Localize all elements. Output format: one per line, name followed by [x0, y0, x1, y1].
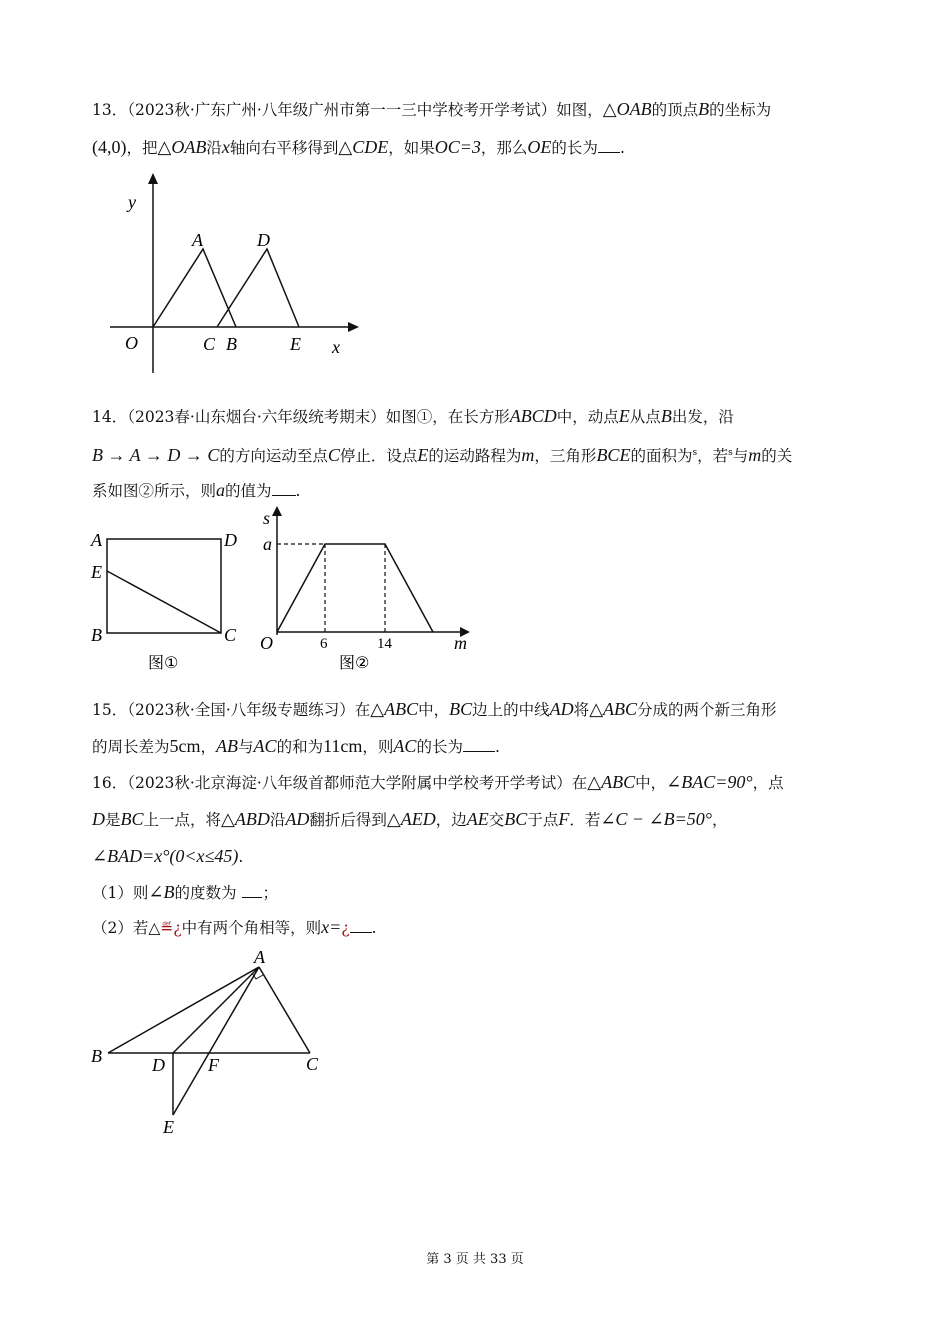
label-d: D: [224, 530, 237, 550]
page-footer: 第 3 页 共 33 页: [426, 1252, 524, 1267]
rectangle-abcd: [107, 539, 221, 633]
segment-ac: [259, 967, 310, 1053]
label-d: D: [152, 1055, 165, 1075]
label-a: A: [192, 230, 203, 250]
q14-figure-1: [88, 525, 248, 675]
label-a: A: [254, 947, 265, 967]
q16-sub1: （1）则∠B的度数为 ；: [92, 882, 278, 902]
caption-fig1: 图①: [148, 653, 179, 672]
q14-line2: B → A → D → C的方向运动至点C停止．设点E的运动路程为m，三角形BCE的面积为$^s$，若$^s$与m的关: [92, 445, 793, 466]
label-x: x: [332, 337, 340, 357]
label-m: m: [454, 633, 467, 653]
q13-figure: [110, 178, 370, 378]
q14-line3: 系如图②所示，则a的值为 .: [92, 480, 301, 500]
label-a: a: [263, 534, 272, 554]
label-a: A: [91, 530, 102, 550]
q13-line2: (4,0)，把△OAB沿x轴向右平移得到△CDE，如果OC=3，那么OE的长为 .: [92, 137, 625, 157]
triangle-oab: [153, 249, 236, 327]
q16-figure: [88, 945, 338, 1145]
label-f: F: [208, 1055, 219, 1075]
q14-figure-2: [255, 510, 475, 675]
answer-blank[interactable]: [272, 481, 296, 496]
y-axis-arrow: [148, 173, 158, 184]
q16-sub2: （2）若△≝¿中有两个角相等，则x=¿ .: [92, 917, 377, 937]
right-angle-mark: [252, 973, 263, 979]
graph-line: [277, 544, 433, 632]
answer-blank[interactable]: [350, 918, 372, 933]
q16-line2: D是BC上一点，将△ABD沿AD翻折后得到△AED，边AE交BC于点F．若∠C − ∠B=50°，: [92, 809, 728, 829]
q15-line1: 15．（2023秋·全国·八年级专题练习）在△ABC中，BC边上的中线AD将△ABC分成的两个新三角形: [92, 699, 777, 719]
label-b: B: [91, 1046, 102, 1066]
tick-6: 6: [320, 636, 328, 652]
label-e: E: [290, 334, 301, 354]
label-c: C: [306, 1054, 319, 1074]
answer-blank[interactable]: [598, 138, 620, 153]
label-o: O: [260, 633, 273, 653]
label-b: B: [91, 625, 102, 645]
label-d: D: [257, 230, 270, 250]
label-c: C: [203, 334, 216, 354]
label-e: E: [91, 562, 102, 582]
q16-line3: ∠BAD=x°(0<x≤45).: [92, 846, 244, 866]
segment-ec: [107, 571, 221, 633]
s-axis-arrow: [272, 506, 282, 516]
q16-line1: 16．（2023秋·北京海淀·八年级首都师范大学附属中学校考开学考试）在△ABC中，∠BAC=90°，点: [92, 772, 784, 792]
segment-ab: [108, 967, 259, 1053]
triangle-cde: [217, 249, 299, 327]
label-s: s: [263, 508, 271, 528]
label-o: O: [125, 333, 138, 353]
q14-line1: 14．（2023春·山东烟台·六年级统考期末）如图①，在长方形ABCD中，动点E从点B出发，沿: [92, 406, 734, 426]
answer-blank[interactable]: [242, 883, 262, 898]
tick-14: 14: [377, 636, 392, 652]
label-c: C: [224, 625, 237, 645]
label-y: y: [128, 192, 136, 212]
x-axis-arrow: [348, 322, 359, 332]
label-e: E: [163, 1117, 174, 1137]
answer-blank[interactable]: [463, 737, 495, 752]
label-b: B: [226, 334, 237, 354]
q15-line2: 的周长差为5cm，AB与AC的和为11cm，则AC的长为 .: [92, 736, 500, 756]
q13-line1: 13．（2023秋·广东广州·八年级广州市第一一三中学校考开学考试）如图，△OAB的顶点B的坐标为: [92, 99, 772, 119]
caption-fig2: 图②: [339, 653, 370, 672]
